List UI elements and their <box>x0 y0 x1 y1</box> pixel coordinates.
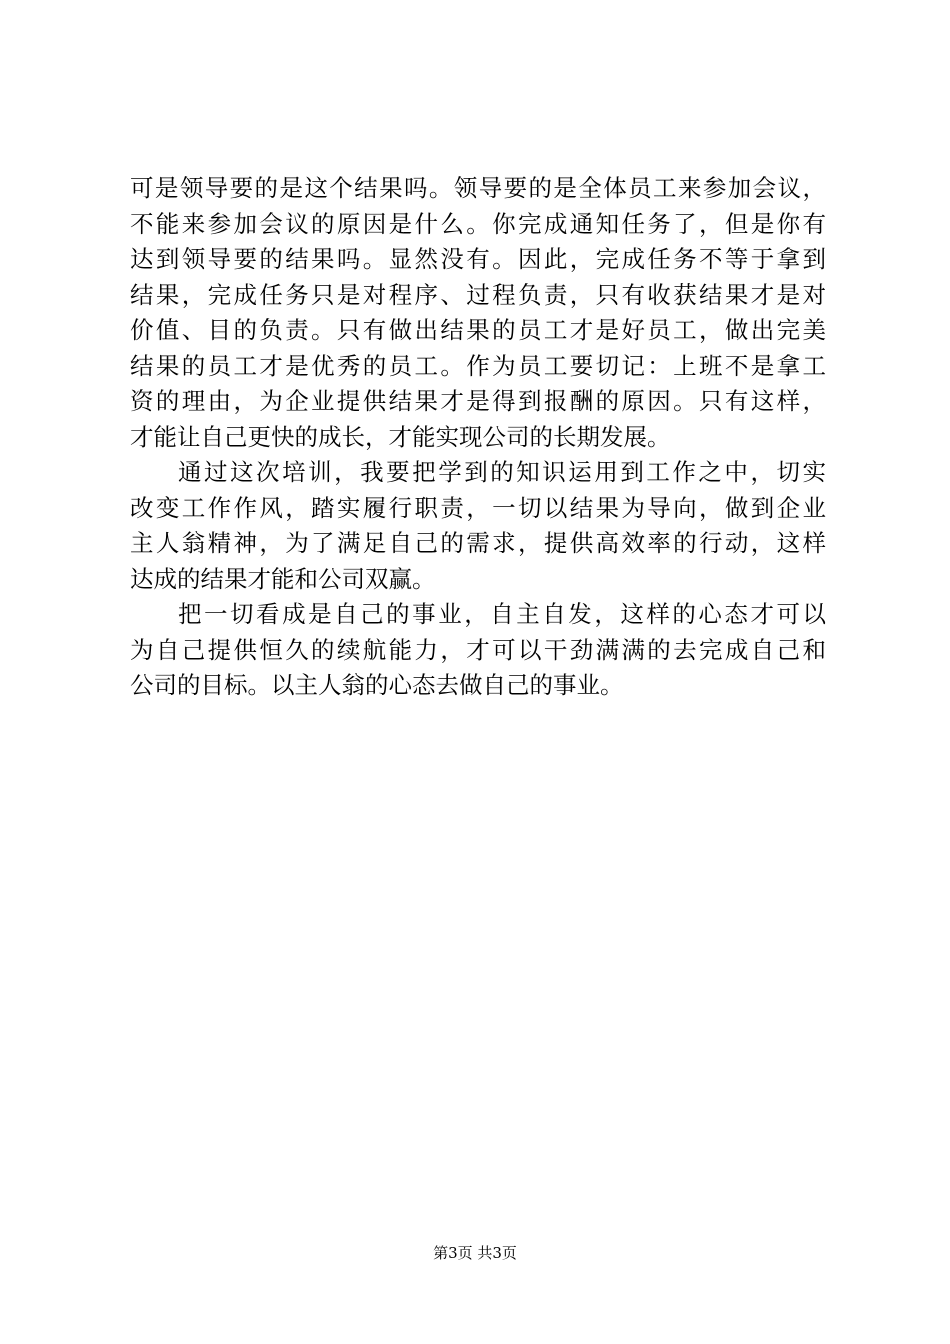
text-line: 可是领导要的是这个结果吗。领导要的是全体员工来参加会议， <box>130 174 826 202</box>
text-line: 改变工作作风，踏实履行职责，一切以结果为导向，做到企业 <box>130 493 826 522</box>
text-line: 不能来参加会议的原因是什么。你完成通知任务了，但是你有 <box>130 209 826 238</box>
paragraph-1 <box>130 171 826 455</box>
page-number-footer: 第3页 共3页 <box>433 1244 517 1262</box>
text-line: 主人翁精神，为了满足自己的需求，提供高效率的行动，这样 <box>130 529 826 557</box>
text-line: 资的理由，为企业提供结果才是得到报酬的原因。只有这样， <box>130 387 826 415</box>
paragraph-3 <box>130 597 826 704</box>
text-line: 达成的结果才能和公司双赢。 <box>130 564 436 593</box>
text-line: 为自己提供恒久的续航能力，才可以干劲满满的去完成自己和 <box>130 635 826 664</box>
text-line: 公司的目标。以主人翁的心态去做自己的事业。 <box>130 671 624 699</box>
paragraph-2 <box>130 455 826 597</box>
text-line: 价值、目的负责。只有做出结果的员工才是好员工，做出完美 <box>130 316 826 344</box>
text-line: 达到领导要的结果吗。显然没有。因此，完成任务不等于拿到 <box>130 245 826 273</box>
text-line: 通过这次培训，我要把学到的知识运用到工作之中，切实 <box>178 458 826 486</box>
text-line: 结果的员工才是优秀的员工。作为员工要切记：上班不是拿工 <box>130 351 826 380</box>
text-line: 结果，完成任务只是对程序、过程负责，只有收获结果才是对 <box>130 280 826 309</box>
text-line: 才能让自己更快的成长，才能实现公司的长期发展。 <box>130 422 671 451</box>
document-body <box>130 171 826 704</box>
text-line: 把一切看成是自己的事业，自主自发，这样的心态才可以 <box>178 600 826 628</box>
